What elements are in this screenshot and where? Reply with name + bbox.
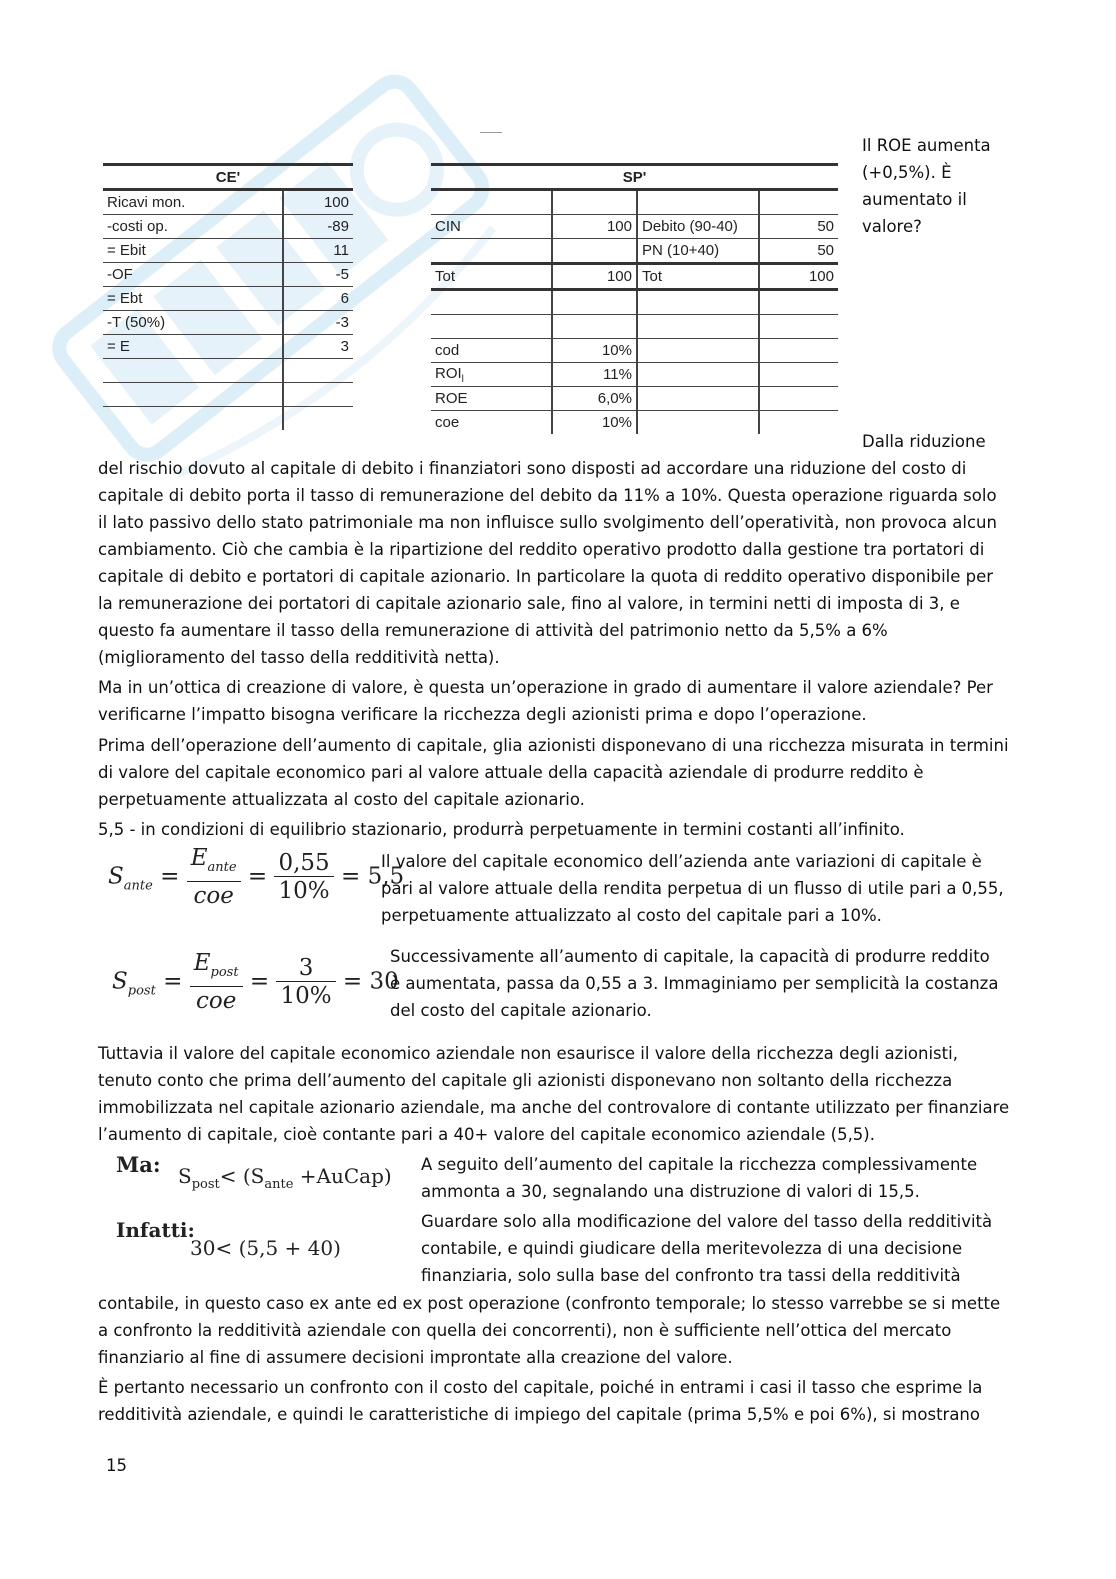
ce-label: = Ebt [103,287,283,311]
sp-cell: Debito (90-40) [637,215,759,239]
sp-cell: CIN [431,215,552,239]
ce-value: 100 [283,190,353,215]
paragraph-6: contabile, in questo caso ex ante ed ex post operazione (confronto temporale; lo stesso varrebbe se si mette a confronto la redditività aziendale con quella dei concorrenti), non è sufficiente nell’ottica del mercato finanziario al fine di assumere decisioni improntate alla creazione del valore. [98,1294,1001,1367]
paragraph-1: del rischio dovuto al capitale di debito i finanziatori sono disposti ad accordare una riduzione del costo di capitale di debito porta il tasso di remunerazione del debito da 11% a 10%. Questa operazione riguarda solo il lato passivo dello stato patrimoniale ma non influisce sullo svolgimento dell’operatività, non provoca alcun cambiamento. Ciò che cambia è la ripartizione del reddito operativo prodotto dalla gestione tra portatori di capitale di debito e portatori di capitale azionario. In particolare la quota di reddito operativo disponibile per la remunerazione dei portatori di capitale azionario sale, fino al valore, in termini netti di imposta di 3, e questo fa aumentare il tasso della remunerazione di attività del patrimonio netto da 5,5% a 6% (miglioramento del tasso della redditività netta). [98,459,997,667]
ineq-ma [116,1152,161,1177]
ce-value: -89 [283,215,353,239]
fraction-1 [187,845,241,910]
sp-cell: 100 [759,264,838,290]
ce-label: = E [103,335,283,359]
scan-mark [480,132,502,133]
ineq-text-2: Guardare solo alla modificazione del valore del tasso della redditività contabile, e quindi giudicare della meritevolezza di una decisione finanziaria, solo sulla base del confronto tra tassi della redditività [421,1212,993,1285]
table-row [431,339,838,363]
ineq-infatti-expr: 30< (5,5 + 40) [190,1236,341,1260]
table-row [431,239,838,264]
ma-label: Ma: [116,1152,161,1177]
ratio-label [431,363,552,387]
ineq-infatti [116,1218,195,1242]
formula-result: = 5,5 [341,863,405,890]
ma-end: +AuCap) [293,1164,392,1188]
ce-value: -5 [283,263,353,287]
ratio-value: 10% [552,339,637,363]
infatti-label: Infatti: [116,1218,195,1242]
ma-sub2: ante [264,1177,294,1192]
formula-lhs: S [112,968,128,995]
formula-s-post: $S_{post}$ = $\frac{E_{post}}{\text{coe}}$ = $\frac{3}{10\%}$ = 30 [112,950,399,1014]
table-row [431,411,838,435]
ce-label: = Ebit [103,239,283,263]
ce-label: -OF [103,263,283,287]
frac-num: 3 [276,955,335,982]
ma-expr: S [178,1164,192,1188]
ce-label: Ricavi mon. [103,190,283,215]
ce-value: -3 [283,311,353,335]
frac-den: coe [193,883,234,909]
ma-mid: < (S [219,1164,265,1188]
table-row [431,363,838,387]
table-row [103,190,353,215]
table-row [431,215,838,239]
sp-cell: 50 [759,239,838,264]
ce-label: -costi op. [103,215,283,239]
frac-den: coe [195,988,237,1014]
ce-value: 6 [283,287,353,311]
ce-value: 11 [283,239,353,263]
sp-cell: 100 [552,264,637,290]
fraction-2 [274,850,333,905]
ce-label: -T (50%) [103,311,283,335]
frac-den: 10% [278,878,330,904]
table-row [103,263,353,287]
frac-den: 10% [280,983,332,1009]
side-note: Il ROE aumenta (+0,5%). È aumentato il valore? [862,136,991,236]
paragraph-3: Prima dell’operazione dell’aumento di capitale, glia azionisti disponevano di una ricchezza misurata in termini di valore del capitale economico pari al valore attuale della capacità aziendale di produrre reddito è perpetuamente attualizzata al costo del capitale azionario. [98,736,1009,809]
table-row [431,387,838,411]
formula1-explanation: Il valore del capitale economico dell’azienda ante variazioni di capitale è pari al valore attuale della rendita perpetua di un flusso di utile pari a 0,55, perpetuamente attualizzato al costo del capitale pari a 10%. [381,852,1004,925]
ma-sub1: post [191,1177,220,1192]
ratio-value: 6,0% [552,387,637,411]
frac-num: E [193,950,211,976]
ineq-ma-expr [178,1164,392,1192]
fraction-2 [276,955,335,1010]
frac-num: E [190,845,208,871]
roi-label: ROI [435,364,462,382]
sp-cell: PN (10+40) [637,239,759,264]
sp-cell: Tot [431,264,552,290]
table-row [431,264,838,290]
table-row [103,335,353,359]
formula-lhs-sub: ante [123,878,153,894]
ratio-label: coe [431,411,552,435]
sp-table [431,163,838,434]
formula-lhs-sub: post [127,983,156,999]
frac-num-sub: ante [207,860,237,875]
paragraph-2: Ma in un’ottica di creazione di valore, è questa un’operazione in grado di aumentare il valore aziendale? Per verificarne l’impatto bisogna verificare la ricchezza degli azionisti prima e dopo l’operazione. [98,678,993,724]
formula-result: = 30 [342,968,399,995]
frac-num-sub: post [210,965,239,980]
formula2-explanation: Successivamente all’aumento di capitale, la capacità di produrre reddito è aumentata, passa da 0,55 a 3. Immaginiamo per semplicità la costanza del costo del capitale azionario. [390,947,999,1020]
table-row [103,287,353,311]
frac-num: 0,55 [274,850,333,877]
sp-cell: 100 [552,215,637,239]
paragraph-7: È pertanto necessario un confronto con il costo del capitale, poiché in entrami i casi il tasso che esprime la redditività aziendale, e quindi le caratteristiche di impiego del capitale (prima 5,5% e poi 6%), si mostrano [98,1378,983,1424]
ce-header: CE' [103,165,353,190]
ratio-label: ROE [431,387,552,411]
formula-lhs: S [108,863,124,890]
roi-subscript: l [461,373,464,385]
ce-value: 3 [283,335,353,359]
paragraph-5: Tuttavia il valore del capitale economico aziendale non esaurisce il valore della ricchezza degli azionisti, tenuto conto che prima dell’aumento del capitale gli azionisti disponevano non soltanto della ricchezza immobilizzata nel capitale azionario aziendale, ma anche del controvalore di contante utilizzato per finanziare l’aumento di capitale, cioè contante pari a 40+ valore del capitale economico aziendale (5,5). [98,1044,1010,1144]
table-row [103,215,353,239]
ratio-value: 10% [552,411,637,435]
sp-cell: Tot [637,264,759,290]
table-row [103,311,353,335]
para1-start: Dalla riduzione [862,432,986,451]
page-number: 15 [106,1456,127,1475]
sp-cell: 50 [759,215,838,239]
ratio-label: cod [431,339,552,363]
table-row [103,239,353,263]
ce-table [103,163,353,430]
sp-header: SP' [431,165,838,190]
ratio-value: 11% [552,363,637,387]
formula-s-ante: $S_{ante}$ = $\frac{E_{ante}}{\text{coe}}$ = $\frac{0,55}{10\%}$ = 5,5 [108,845,405,909]
fraction-1 [190,950,243,1015]
ineq-text-1: A seguito dell’aumento del capitale la ricchezza complessivamente ammonta a 30, segnalando una distruzione di valori di 15,5. [421,1155,978,1201]
paragraph-4: 5,5 - in condizioni di equilibrio stazionario, produrrà perpetuamente in termini costanti all’infinito. [98,820,905,839]
